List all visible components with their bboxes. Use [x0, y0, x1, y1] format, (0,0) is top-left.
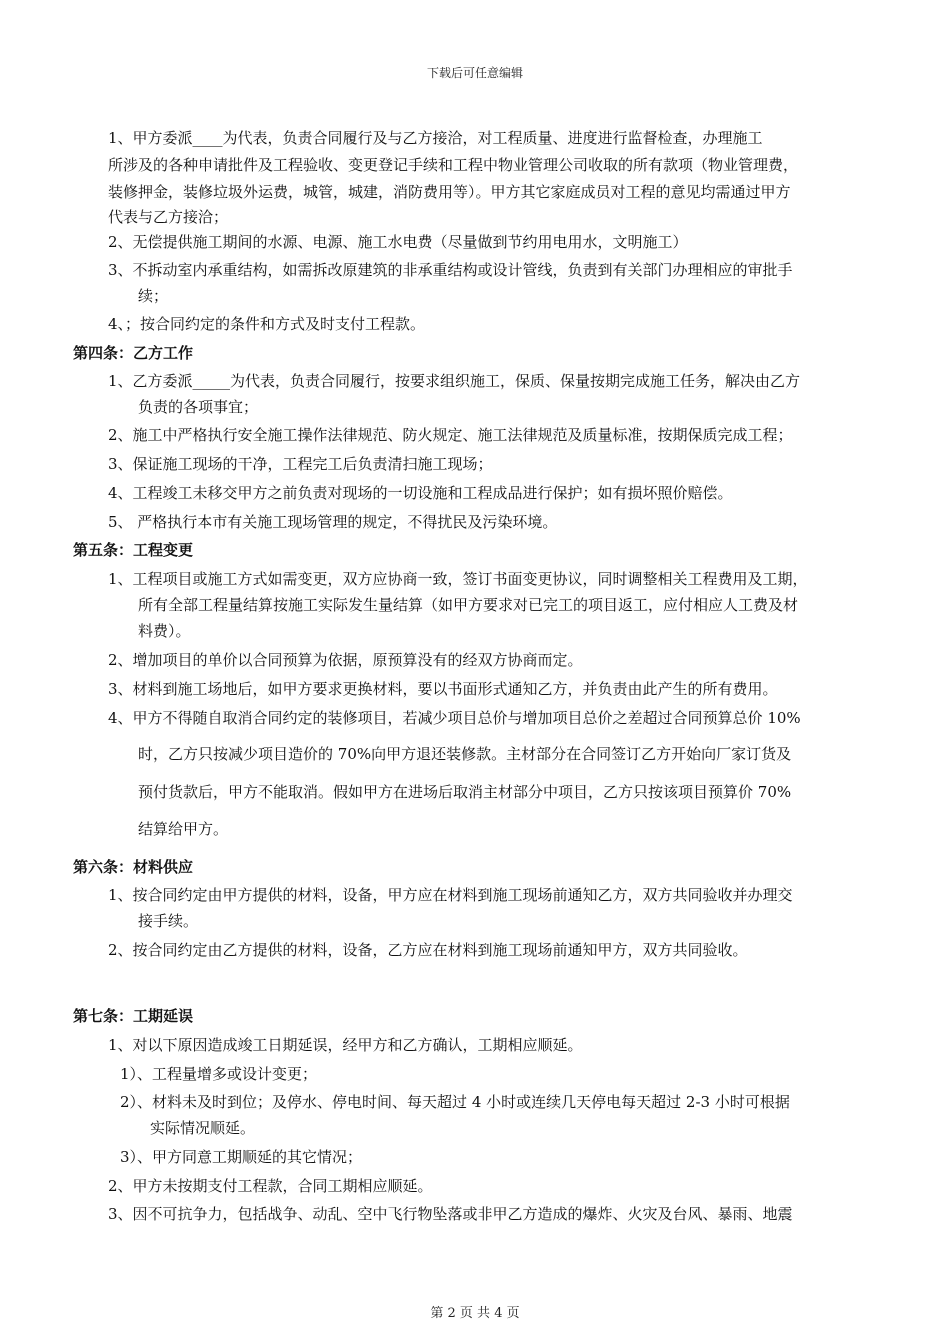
text-line: 3、因不可抗争力，包括战争、动乱、空中飞行物坠落或非甲乙方造成的爆炸、火灾及台风、暴雨、地震 [108, 1205, 793, 1223]
text-line: 2、甲方未按期支付工程款，合同工期相应顺延。 [108, 1177, 433, 1195]
text-line: 5、 严格执行本市有关施工现场管理的规定，不得扰民及污染环境。 [108, 513, 558, 531]
text-line: 1）、工程量增多或设计变更； [120, 1065, 318, 1083]
text-line: 1、工程项目或施工方式如需变更，双方应协商一致，签订书面变更协议，同时调整相关工程费用及工期， [108, 570, 808, 588]
text-line: 1、乙方委派_____为代表，负责合同履行，按要求组织施工，保质、保量按期完成施工任务，解决由乙方 [108, 372, 801, 390]
text-line: 1、按合同约定由甲方提供的材料，设备，甲方应在材料到施工现场前通知乙方，双方共同验收并办理交 [108, 886, 793, 904]
text-line: 4、工程竣工未移交甲方之前负责对现场的一切设施和工程成品进行保护；如有损坏照价赔偿。 [108, 484, 733, 502]
text-line: 结算给甲方。 [138, 820, 229, 838]
page-header: 下载后可任意编辑 [426, 66, 523, 80]
text-line: 2、按合同约定由乙方提供的材料，设备，乙方应在材料到施工现场前通知甲方，双方共同验收。 [108, 941, 748, 959]
text-line: 3）、甲方同意工期顺延的其它情况； [120, 1148, 363, 1166]
text-line: 续； [138, 287, 169, 305]
text-line: 3、保证施工现场的干净，工程完工后负责清扫施工现场； [108, 455, 493, 473]
text-line: 负责的各项事宜； [138, 398, 259, 416]
text-line: 所有全部工程量结算按施工实际发生量结算（如甲方要求对已完工的项目返工，应付相应人工费及材 [138, 596, 799, 614]
text-line: 实际情况顺延。 [150, 1119, 256, 1137]
text-line: 装修押金，装修垃圾外运费，城管，城建，消防费用等）。甲方其它家庭成员对工程的意见均需通过甲方 [108, 183, 791, 201]
text-line: 2、施工中严格执行安全施工操作法律规范、防火规定、施工法律规范及质量标准，按期保质完成工程； [108, 426, 793, 444]
section-heading: 第七条：工期延误 [73, 1007, 194, 1025]
text-line: 4、甲方不得随自取消合同约定的装修项目，若减少项目总价与增加项目总价之差超过合同预算总价 10% [108, 709, 801, 727]
text-line: 4、；按合同约定的条件和方式及时支付工程款。 [108, 315, 426, 333]
text-line: 1、甲方委派____为代表，负责合同履行及与乙方接洽，对工程质量、进度进行监督检查，办理施工 [108, 129, 763, 147]
text-line: 所涉及的各种申请批件及工程验收、变更登记手续和工程中物业管理公司收取的所有款项（物业管理费， [108, 156, 799, 174]
text-line: 代表与乙方接洽； [108, 208, 229, 226]
page-footer: 第 2 页 共 4 页 [430, 1306, 520, 1321]
text-line: 3、不拆动室内承重结构，如需拆改原建筑的非承重结构或设计管线，负责到有关部门办理相应的审批手 [108, 261, 793, 279]
section-heading: 第五条：工程变更 [73, 541, 194, 559]
text-line: 料费）。 [138, 622, 191, 640]
text-line: 2）、材料未及时到位；及停水、停电时间、每天超过 4 小时或连续几天停电每天超过 2-3 小时可根据 [120, 1093, 790, 1111]
section-heading: 第四条：乙方工作 [73, 344, 194, 362]
text-line: 时，乙方只按减少项目造价的 70%向甲方退还装修款。主材部分在合同签订乙方开始向厂家订货及 [138, 745, 792, 763]
text-line: 接手续。 [138, 912, 199, 930]
text-line: 2、增加项目的单价以合同预算为依据，原预算没有的经双方协商而定。 [108, 651, 583, 669]
section-heading: 第六条：材料供应 [73, 858, 194, 876]
text-line: 预付货款后，甲方不能取消。假如甲方在进场后取消主材部分中项目，乙方只按该项目预算价 70% [138, 783, 792, 801]
text-line: 2、无偿提供施工期间的水源、电源、施工水电费（尽量做到节约用电用水，文明施工） [108, 233, 688, 251]
text-line: 3、材料到施工场地后，如甲方要求更换材料，要以书面形式通知乙方，并负责由此产生的所有费用。 [108, 680, 778, 698]
text-line: 1、对以下原因造成竣工日期延误，经甲方和乙方确认，工期相应顺延。 [108, 1036, 583, 1054]
